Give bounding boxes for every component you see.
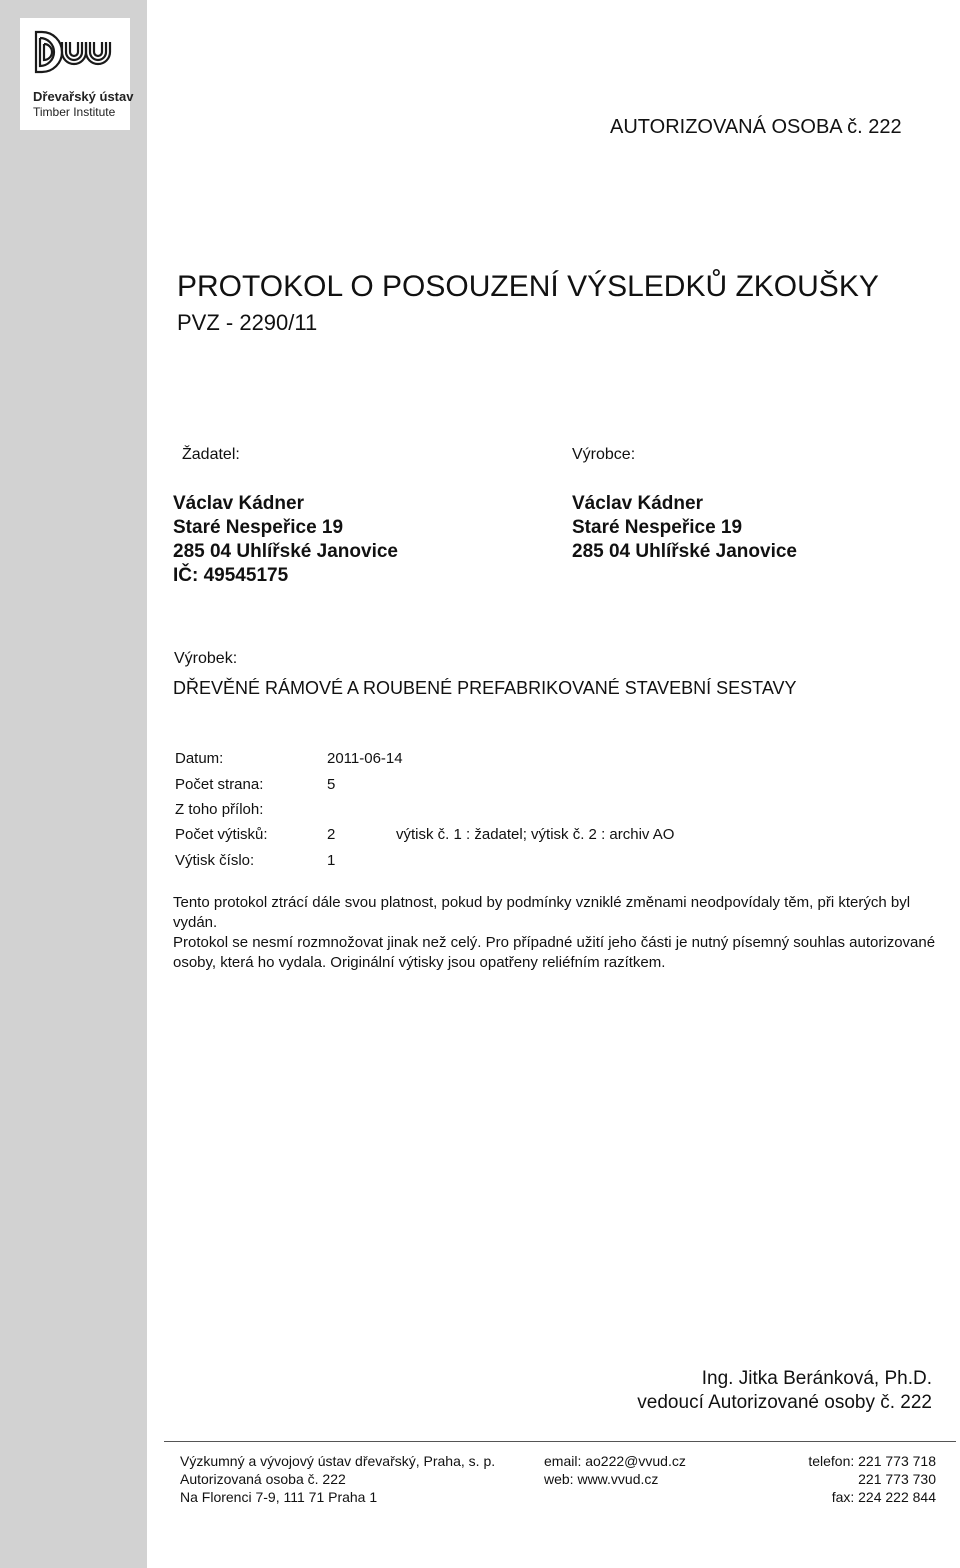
protocol-number: PVZ - 2290/11 [177, 310, 318, 335]
institute-logo [20, 18, 134, 130]
manufacturer-label: Výrobce: [572, 446, 636, 463]
footer-line: fax: 224 222 844 [831, 1489, 936, 1505]
applicant-label: Žadatel: [182, 446, 240, 463]
manufacturer-block [572, 492, 797, 564]
applicant-block [173, 492, 398, 588]
signatory-name: Ing. Jitka Beránková, Ph.D. [701, 1368, 932, 1389]
manufacturer-name: Václav Kádner [572, 493, 703, 514]
footer-line: 221 773 730 [858, 1471, 936, 1487]
meta-value: 2 [327, 826, 336, 843]
meta-value: 2011-06-14 [327, 750, 403, 767]
meta-value: 1 [327, 852, 336, 869]
notice-paragraph: Protokol se nesmí rozmnožovat jinak než celý. Pro případné užití jeho části je nutný písemný souhlas autorizované osoby, která ho vydala. Originální výtisky jsou opatřeny reliéfním razítkem. [173, 934, 936, 971]
product-name: DŘEVĚNÉ RÁMOVÉ A ROUBENÉ PREFABRIKOVANÉ STAVEBNÍ SESTAVY [173, 678, 797, 698]
footer-divider [164, 1441, 956, 1442]
footer-line: Výzkumný a vývojový ústav dřevařský, Praha, s. p. [180, 1453, 496, 1469]
meta-label: Počet výtisků: [175, 826, 268, 843]
applicant-street: Staré Nespeřice 19 [173, 517, 344, 538]
meta-label: Z toho příloh: [175, 801, 264, 818]
applicant-name: Václav Kádner [173, 493, 304, 514]
meta-value: 5 [327, 776, 336, 793]
applicant-city: 285 04 Uhlířské Janovice [173, 541, 398, 562]
signatory-role: vedoucí Autorizované osoby č. 222 [637, 1392, 932, 1413]
footer-line: Autorizovaná osoba č. 222 [180, 1471, 346, 1487]
logo-name: Dřevařský ústav [33, 89, 134, 104]
applicant-ic: IČ: 49545175 [173, 565, 289, 586]
manufacturer-street: Staré Nespeřice 19 [572, 517, 743, 538]
notice-paragraph: Tento protokol ztrácí dále svou platnost, pokud by podmínky vzniklé změnami neodpovídaly těm, při kterých byl vydán. [173, 894, 911, 931]
authority-header: AUTORIZOVANÁ OSOBA č. 222 [610, 116, 902, 138]
footer-email[interactable]: email: ao222@vvud.cz [544, 1453, 686, 1469]
footer-web[interactable]: web: www.vvud.cz [544, 1471, 659, 1487]
protocol-title: PROTOKOL O POSOUZENÍ VÝSLEDKŮ ZKOUŠKY [177, 270, 879, 303]
timber-institute-logo-icon [34, 30, 118, 88]
footer-col-contact [544, 1452, 686, 1488]
footer-line: telefon: 221 773 718 [808, 1453, 936, 1469]
logo-subtitle: Timber Institute [33, 105, 116, 119]
validity-notice [173, 893, 953, 973]
meta-label: Počet strana: [175, 776, 264, 793]
meta-label: Výtisk číslo: [175, 852, 255, 869]
footer-col-phone [808, 1452, 936, 1506]
footer-col-address [180, 1452, 495, 1506]
signature-block [637, 1368, 932, 1414]
meta-note: výtisk č. 1 : žadatel; výtisk č. 2 : archiv AO [396, 826, 675, 843]
product-label: Výrobek: [174, 650, 238, 667]
meta-label: Datum: [175, 750, 224, 767]
meta-row-date [175, 750, 223, 767]
left-gray-sidebar [0, 0, 147, 1568]
footer-line: Na Florenci 7-9, 111 71 Praha 1 [180, 1489, 378, 1505]
manufacturer-city: 285 04 Uhlířské Janovice [572, 541, 797, 562]
